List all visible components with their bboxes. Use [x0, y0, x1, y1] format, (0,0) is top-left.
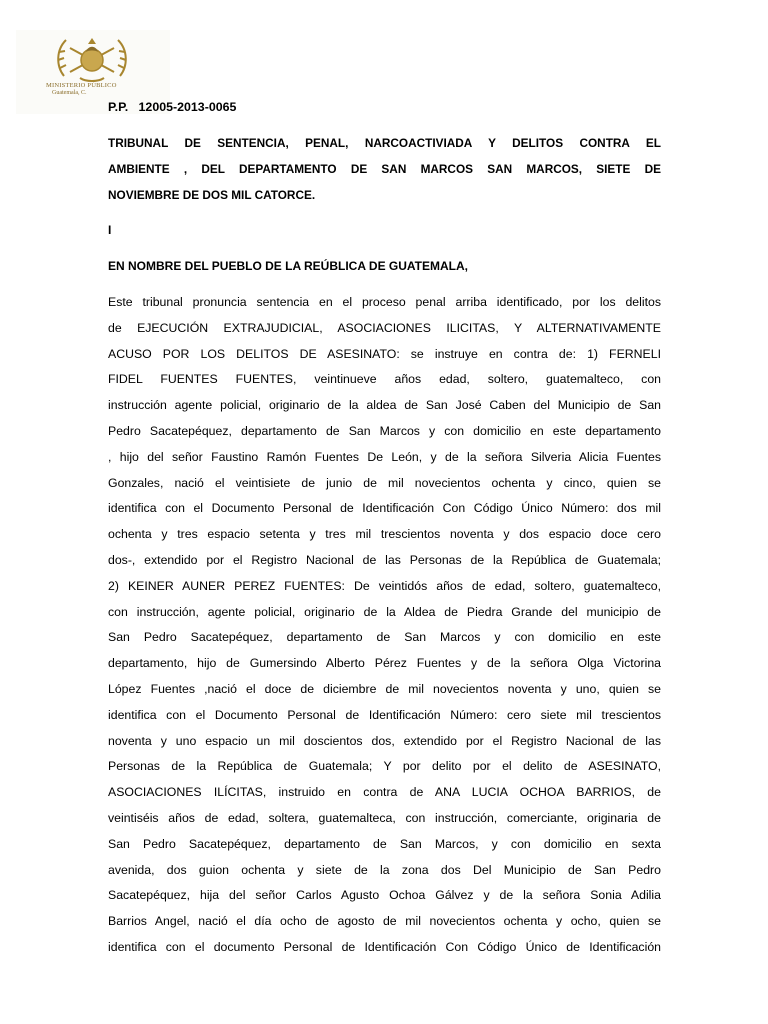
body-text-line: López Fuentes ,nació el doce de diciembre de mil novecientos noventa y uno, quien se	[108, 681, 661, 696]
body-text-line: Personas de la República de Guatemala; Y por delito por el delito de ASESINATO,	[108, 759, 661, 774]
body-text-line: con instrucción, agente policial, originario de la Aldea de Piedra Grande del municipio de	[108, 604, 661, 619]
body-text-line: , hijo del señor Faustino Ramón Fuentes De León, y de la señora Silveria Alicia Fuentes	[108, 449, 661, 464]
body-text-line: San Pedro Sacatepéquez, departamento de San Marcos y con domicilio en este	[108, 630, 661, 645]
logo-org-name: MINISTERIO PÚBLICO	[46, 82, 117, 89]
court-heading-line: NOVIEMBRE DE DOS MIL CATORCE.	[108, 188, 316, 202]
body-text-line: noventa y uno espacio un mil doscientos dos, extendido por el Registro Nacional de las	[108, 733, 661, 748]
body-text-line: ASOCIACIONES ILÍCITAS, instruido en contra de ANA LUCIA OCHOA BARRIOS, de	[108, 785, 661, 800]
court-heading-line: AMBIENTE , DEL DEPARTAMENTO DE SAN MARCOS SAN MARCOS, SIETE DE	[108, 162, 661, 176]
body-text-line: Este tribunal pronuncia sentencia en el proceso penal arriba identificado, por los delitos	[108, 295, 661, 309]
body-text-line: FIDEL FUENTES FUENTES, veintinueve años edad, soltero, guatemalteco, con	[108, 372, 661, 387]
body-text-line: de EJECUCIÓN EXTRAJUDICIAL, ASOCIACIONES ILICITAS, Y ALTERNATIVAMENTE	[108, 320, 661, 335]
body-text-line: veintiséis años de edad, soltera, guatemalteca, con instrucción, comerciante, originaria de	[108, 810, 661, 825]
body-text-line: Sacatepéquez, hija del señor Carlos Agusto Ochoa Gálvez y de la señora Sonia Adilia	[108, 888, 661, 903]
coat-of-arms-icon	[52, 32, 132, 84]
logo-org-location: Guatemala, C.	[52, 90, 87, 96]
section-number: I	[108, 223, 112, 237]
case-number: P.P. 12005-2013-0065	[108, 100, 237, 114]
body-text-line: 2) KEINER AUNER PEREZ FUENTES: De veintidós años de edad, soltero, guatemalteco,	[108, 578, 661, 593]
body-text-line: instrucción agente policial, originario de la aldea de San José Caben del Municipio de San	[108, 398, 661, 413]
body-text-line: Pedro Sacatepéquez, departamento de San Marcos y con domicilio en este departamento	[108, 423, 661, 438]
body-text-line: Gonzales, nació el veintisiete de junio de mil novecientos ochenta y cinco, quien se	[108, 475, 661, 490]
body-text-line: identifica con el documento Personal de Identificación Con Código Único de Identificación	[108, 939, 661, 954]
body-text-line: ochenta y tres espacio setenta y tres mil trescientos noventa y dos espacio doce cero	[108, 527, 661, 542]
court-heading-line: TRIBUNAL DE SENTENCIA, PENAL, NARCOACTIVIADA Y DELITOS CONTRA EL	[108, 136, 661, 150]
body-text-line: ACUSO POR LOS DELITOS DE ASESINATO: se instruye en contra de: 1) FERNELI	[108, 346, 661, 361]
sentence-body	[108, 294, 661, 965]
body-text-line: San Pedro Sacatepéquez, departamento de San Marcos, y con domicilio en sexta	[108, 836, 661, 851]
body-text-line: identifica con el Documento Personal de Identificación Con Código Único Número: dos mil	[108, 501, 661, 516]
body-text-line: identifica con el Documento Personal de Identificación Número: cero siete mil trescientos	[108, 707, 661, 722]
body-text-line: departamento, hijo de Gumersindo Alberto Pérez Fuentes y de la señora Olga Victorina	[108, 656, 661, 671]
body-text-line: Barrios Angel, nació el día ocho de agosto de mil novecientos ochenta y ocho, quien se	[108, 914, 661, 929]
body-text-line: avenida, dos guion ochenta y siete de la zona dos Del Municipio de San Pedro	[108, 862, 661, 877]
invocation-line: EN NOMBRE DEL PUEBLO DE LA REÚBLICA DE GUATEMALA,	[108, 259, 469, 273]
body-text-line: dos-, extendido por el Registro Nacional de las Personas de la República de Guatemala;	[108, 552, 661, 567]
